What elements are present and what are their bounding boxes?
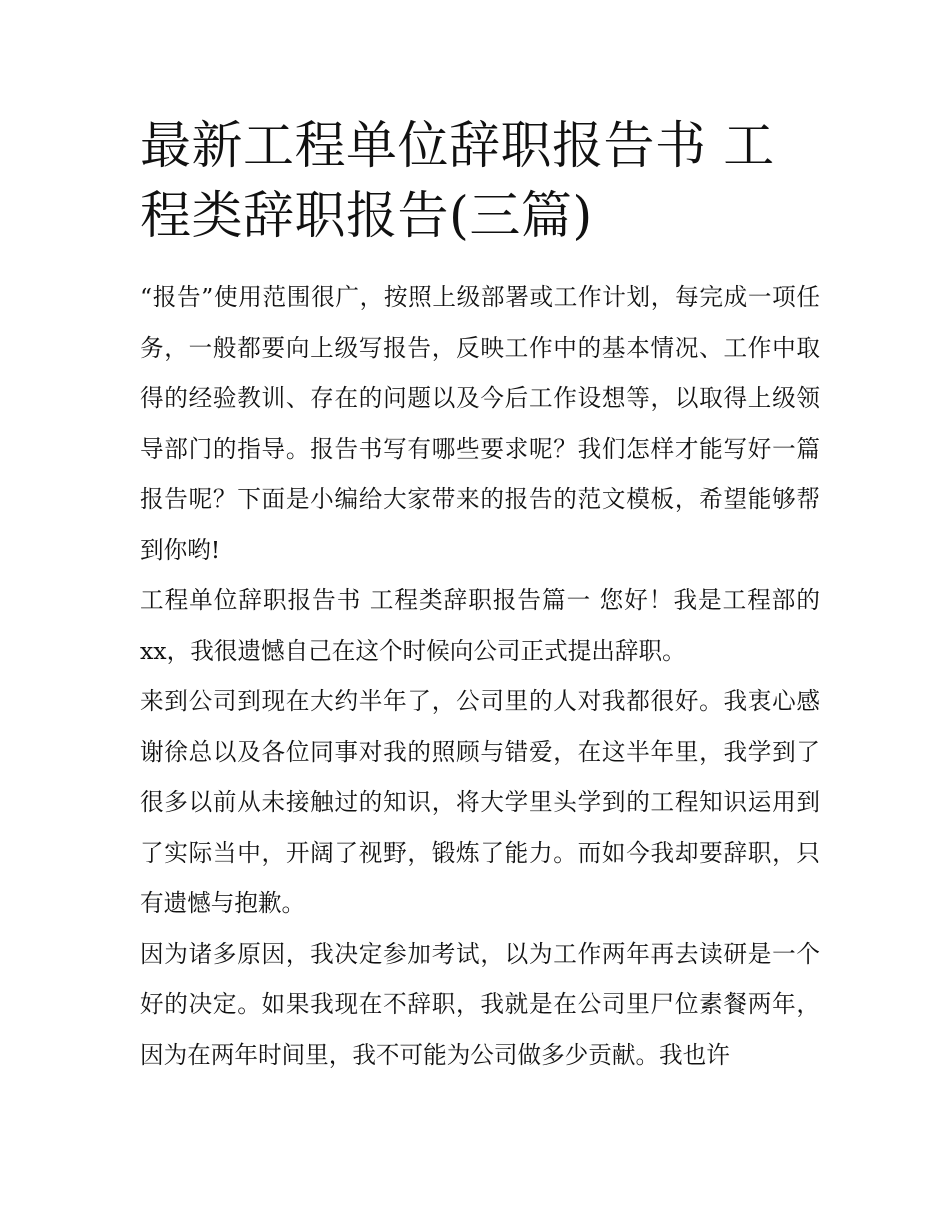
paragraph-greeting: 工程单位辞职报告书 工程类辞职报告篇一 您好！我是工程部的xx，我很遗憾自己在这个时候向公司正式提出辞职。 [140,586,820,665]
paragraph-gratitude: 来到公司到现在大约半年了，公司里的人对我都很好。我衷心感谢徐总以及各位同事对我的照顾与错爱，在这半年里，我学到了很多以前从未接触过的知识，将大学里头学到的工程知识运用到了实际当中，开阔了视野，锻炼了能力。而如今我却要辞职，只有遗憾与抱歉。 [140,687,820,917]
paragraph-reason: 因为诸多原因，我决定参加考试，以为工作两年再去读研是一个好的决定。如果我现在不辞职，我就是在公司里尸位素餐两年，因为在两年时间里，我不可能为公司做多少贡献。我也许 [140,939,820,1069]
document-body [140,112,820,1080]
document-title: 最新工程单位辞职报告书 工程类辞职报告(三篇) [140,117,775,246]
paragraph-intro: “报告”使用范围很广，按照上级部署或工作计划，每完成一项任务，一般都要向上级写报告，反映工作中的基本情况、工作中取得的经验教训、存在的问题以及今后工作设想等，以取得上级领导部门的指导。报告书写有哪些要求呢？我们怎样才能写好一篇报告呢？下面是小编给大家带来的报告的范文模板，希望能够帮到你哟! [140,283,820,564]
